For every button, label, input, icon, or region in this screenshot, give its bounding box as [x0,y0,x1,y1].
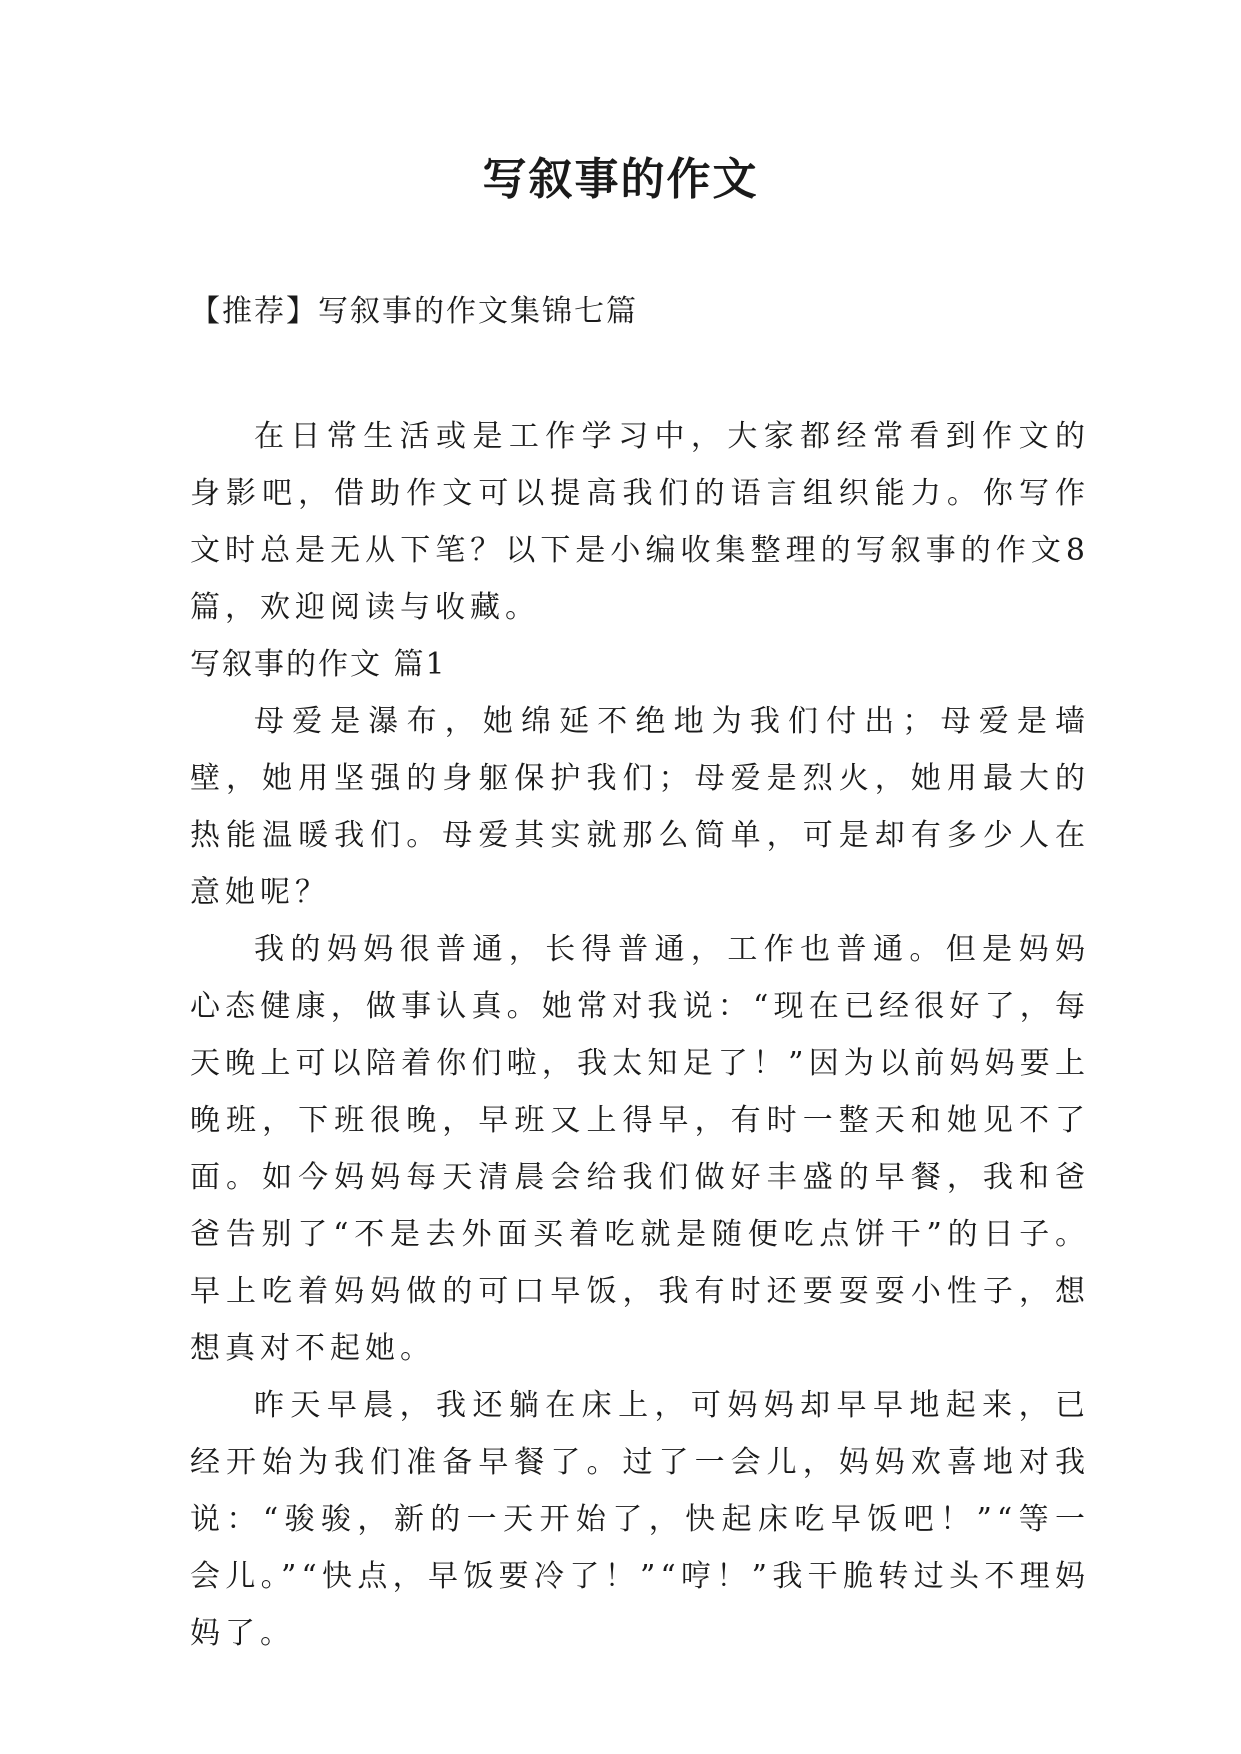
section-heading: 写叙事的作文 篇1 [190,647,447,682]
intro-paragraph: 在日常生活或是工作学习中，大家都经常看到作文的身影吧，借助作文可以提高我们的语言组织能力。你写作文时总是无从下笔？以下是小编收集整理的写叙事的作文8篇，欢迎阅读与收藏。 [190,419,1090,625]
document-title: 写叙事的作文 [482,154,759,205]
body-paragraph-1: 母爱是瀑布，她绵延不绝地为我们付出；母爱是墙壁，她用坚强的身躯保护我们；母爱是烈火，她用最大的热能温暖我们。母爱其实就那么简单，可是却有多少人在意她呢？ [190,704,1090,910]
document-body [190,408,1090,1662]
body-paragraph-2: 我的妈妈很普通，长得普通，工作也普通。但是妈妈心态健康，做事认真。她常对我说：“现在已经很好了，每天晚上可以陪着你们啦，我太知足了！”因为以前妈妈要上晚班，下班很晚，早班又上得早，有时一整天和她见不了面。如今妈妈每天清晨会给我们做好丰盛的早餐，我和爸爸告别了“不是去外面买着吃就是随便吃点饼干”的日子。早上吃着妈妈做的可口早饭，我有时还要耍耍小性子，想想真对不起她。 [190,932,1090,1366]
document-subtitle: 【推荐】写叙事的作文集锦七篇 [190,294,638,329]
body-paragraph-3: 昨天早晨，我还躺在床上，可妈妈却早早地起来，已经开始为我们准备早餐了。过了一会儿，妈妈欢喜地对我说：“骏骏，新的一天开始了，快起床吃早饭吧！”“等一会儿。”“快点，早饭要冷了！”“哼！”我干脆转过头不理妈妈了。 [190,1388,1090,1651]
